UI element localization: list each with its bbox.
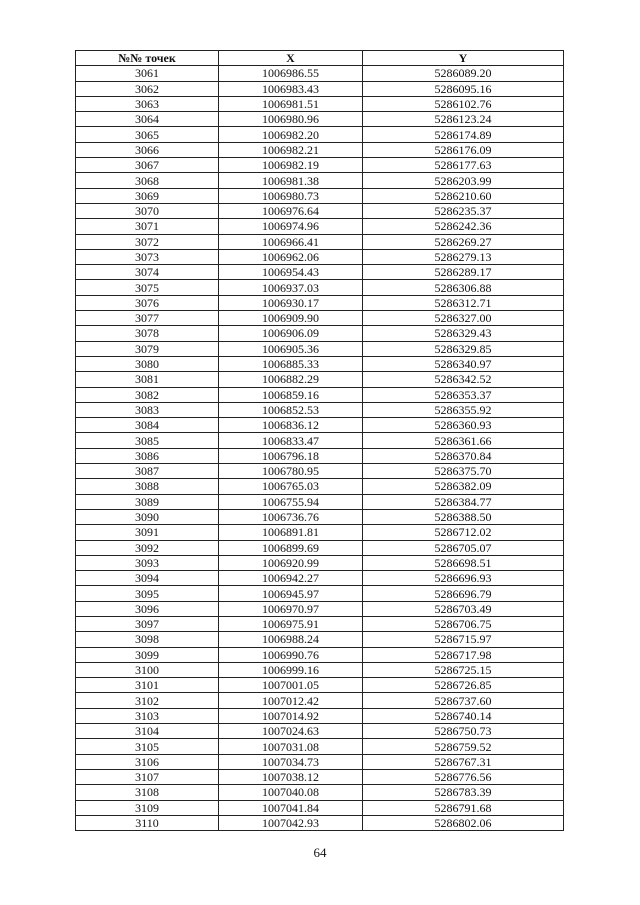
- cell-x: 1006982.21: [219, 142, 363, 157]
- table-row: [76, 540, 564, 555]
- table-row: [76, 586, 564, 601]
- cell-point-number: 3080: [76, 356, 219, 371]
- cell-y: 5286235.37: [363, 203, 564, 218]
- cell-y: 5286706.75: [363, 616, 564, 631]
- cell-y: 5286361.66: [363, 433, 564, 448]
- cell-x: 1006982.19: [219, 158, 363, 173]
- cell-y: 5286725.15: [363, 662, 564, 677]
- table-row: [76, 693, 564, 708]
- table-row: [76, 356, 564, 371]
- cell-point-number: 3069: [76, 188, 219, 203]
- cell-x: 1006981.38: [219, 173, 363, 188]
- table-body: [76, 66, 564, 831]
- table-row: [76, 372, 564, 387]
- coordinates-table: [75, 50, 564, 831]
- table-row: [76, 678, 564, 693]
- cell-y: 5286102.76: [363, 96, 564, 111]
- cell-x: 1006962.06: [219, 249, 363, 264]
- table-row: [76, 203, 564, 218]
- cell-x: 1007041.84: [219, 800, 363, 815]
- cell-x: 1007031.08: [219, 739, 363, 754]
- cell-x: 1006981.51: [219, 96, 363, 111]
- cell-x: 1007040.08: [219, 785, 363, 800]
- table-row: [76, 433, 564, 448]
- table-row: [76, 769, 564, 784]
- cell-point-number: 3105: [76, 739, 219, 754]
- table-row: [76, 601, 564, 616]
- coordinates-table-container: [75, 50, 563, 831]
- cell-point-number: 3092: [76, 540, 219, 555]
- table-row: [76, 112, 564, 127]
- cell-y: 5286095.16: [363, 81, 564, 96]
- table-row: [76, 616, 564, 631]
- table-row: [76, 387, 564, 402]
- table-row: [76, 234, 564, 249]
- table-row: [76, 188, 564, 203]
- cell-point-number: 3086: [76, 448, 219, 463]
- cell-y: 5286696.93: [363, 571, 564, 586]
- cell-y: 5286306.88: [363, 280, 564, 295]
- table-row: [76, 815, 564, 830]
- cell-y: 5286715.97: [363, 632, 564, 647]
- cell-y: 5286355.92: [363, 402, 564, 417]
- table-row: [76, 479, 564, 494]
- cell-x: 1006986.55: [219, 66, 363, 81]
- table-row: [76, 571, 564, 586]
- cell-y: 5286176.09: [363, 142, 564, 157]
- cell-x: 1007024.63: [219, 724, 363, 739]
- cell-x: 1006974.96: [219, 219, 363, 234]
- table-row: [76, 800, 564, 815]
- table-row: [76, 96, 564, 111]
- cell-point-number: 3090: [76, 509, 219, 524]
- cell-x: 1006980.96: [219, 112, 363, 127]
- cell-point-number: 3061: [76, 66, 219, 81]
- cell-point-number: 3096: [76, 601, 219, 616]
- cell-x: 1006859.16: [219, 387, 363, 402]
- table-row: [76, 494, 564, 509]
- table-row: [76, 647, 564, 662]
- cell-x: 1007038.12: [219, 769, 363, 784]
- table-row: [76, 81, 564, 96]
- cell-point-number: 3104: [76, 724, 219, 739]
- cell-x: 1006983.43: [219, 81, 363, 96]
- table-row: [76, 448, 564, 463]
- cell-x: 1006906.09: [219, 326, 363, 341]
- cell-point-number: 3107: [76, 769, 219, 784]
- table-row: [76, 265, 564, 280]
- cell-point-number: 3067: [76, 158, 219, 173]
- cell-point-number: 3099: [76, 647, 219, 662]
- cell-y: 5286382.09: [363, 479, 564, 494]
- cell-x: 1006882.29: [219, 372, 363, 387]
- cell-y: 5286329.43: [363, 326, 564, 341]
- cell-y: 5286329.85: [363, 341, 564, 356]
- cell-x: 1006937.03: [219, 280, 363, 295]
- header-point-number: №№ точек: [76, 51, 219, 66]
- cell-y: 5286802.06: [363, 815, 564, 830]
- cell-x: 1007014.92: [219, 708, 363, 723]
- table-row: [76, 173, 564, 188]
- table-row: [76, 662, 564, 677]
- cell-x: 1006755.94: [219, 494, 363, 509]
- page-number: 64: [313, 845, 327, 860]
- header-y: Y: [363, 51, 564, 66]
- cell-point-number: 3106: [76, 754, 219, 769]
- table-row: [76, 127, 564, 142]
- cell-point-number: 3082: [76, 387, 219, 402]
- cell-point-number: 3074: [76, 265, 219, 280]
- cell-x: 1007001.05: [219, 678, 363, 693]
- cell-x: 1006885.33: [219, 356, 363, 371]
- table-row: [76, 509, 564, 524]
- table-row: [76, 66, 564, 81]
- cell-x: 1006975.91: [219, 616, 363, 631]
- table-row: [76, 402, 564, 417]
- cell-point-number: 3109: [76, 800, 219, 815]
- cell-point-number: 3070: [76, 203, 219, 218]
- cell-y: 5286783.39: [363, 785, 564, 800]
- cell-y: 5286203.99: [363, 173, 564, 188]
- cell-y: 5286717.98: [363, 647, 564, 662]
- cell-x: 1006909.90: [219, 311, 363, 326]
- cell-point-number: 3064: [76, 112, 219, 127]
- table-row: [76, 525, 564, 540]
- cell-x: 1006899.69: [219, 540, 363, 555]
- cell-y: 5286791.68: [363, 800, 564, 815]
- cell-y: 5286327.00: [363, 311, 564, 326]
- cell-point-number: 3063: [76, 96, 219, 111]
- cell-point-number: 3065: [76, 127, 219, 142]
- cell-x: 1006990.76: [219, 647, 363, 662]
- cell-point-number: 3071: [76, 219, 219, 234]
- cell-point-number: 3076: [76, 295, 219, 310]
- cell-x: 1006954.43: [219, 265, 363, 280]
- cell-y: 5286174.89: [363, 127, 564, 142]
- cell-x: 1006942.27: [219, 571, 363, 586]
- cell-point-number: 3068: [76, 173, 219, 188]
- cell-x: 1006905.36: [219, 341, 363, 356]
- cell-y: 5286776.56: [363, 769, 564, 784]
- cell-point-number: 3078: [76, 326, 219, 341]
- header-x: X: [219, 51, 363, 66]
- cell-x: 1006852.53: [219, 402, 363, 417]
- table-row: [76, 754, 564, 769]
- cell-x: 1006930.17: [219, 295, 363, 310]
- cell-x: 1006891.81: [219, 525, 363, 540]
- cell-x: 1006980.73: [219, 188, 363, 203]
- cell-y: 5286740.14: [363, 708, 564, 723]
- cell-y: 5286360.93: [363, 418, 564, 433]
- cell-x: 1006796.18: [219, 448, 363, 463]
- cell-y: 5286388.50: [363, 509, 564, 524]
- cell-x: 1006780.95: [219, 464, 363, 479]
- cell-point-number: 3088: [76, 479, 219, 494]
- cell-x: 1006982.20: [219, 127, 363, 142]
- cell-point-number: 3085: [76, 433, 219, 448]
- cell-y: 5286289.17: [363, 265, 564, 280]
- cell-y: 5286370.84: [363, 448, 564, 463]
- cell-y: 5286089.20: [363, 66, 564, 81]
- cell-point-number: 3083: [76, 402, 219, 417]
- cell-point-number: 3098: [76, 632, 219, 647]
- cell-y: 5286726.85: [363, 678, 564, 693]
- table-row: [76, 219, 564, 234]
- cell-point-number: 3066: [76, 142, 219, 157]
- table-header-row: [76, 51, 564, 66]
- cell-x: 1006999.16: [219, 662, 363, 677]
- cell-y: 5286353.37: [363, 387, 564, 402]
- cell-x: 1006836.12: [219, 418, 363, 433]
- cell-point-number: 3073: [76, 249, 219, 264]
- cell-point-number: 3103: [76, 708, 219, 723]
- cell-x: 1006736.76: [219, 509, 363, 524]
- table-row: [76, 418, 564, 433]
- cell-point-number: 3094: [76, 571, 219, 586]
- table-row: [76, 464, 564, 479]
- cell-point-number: 3087: [76, 464, 219, 479]
- cell-x: 1006920.99: [219, 555, 363, 570]
- cell-y: 5286384.77: [363, 494, 564, 509]
- cell-x: 1006945.97: [219, 586, 363, 601]
- cell-point-number: 3093: [76, 555, 219, 570]
- cell-y: 5286242.36: [363, 219, 564, 234]
- cell-y: 5286269.27: [363, 234, 564, 249]
- cell-y: 5286767.31: [363, 754, 564, 769]
- cell-y: 5286177.63: [363, 158, 564, 173]
- cell-y: 5286698.51: [363, 555, 564, 570]
- table-row: [76, 724, 564, 739]
- cell-point-number: 3100: [76, 662, 219, 677]
- cell-point-number: 3102: [76, 693, 219, 708]
- table-row: [76, 555, 564, 570]
- table-row: [76, 280, 564, 295]
- cell-point-number: 3097: [76, 616, 219, 631]
- cell-y: 5286312.71: [363, 295, 564, 310]
- cell-y: 5286750.73: [363, 724, 564, 739]
- cell-point-number: 3072: [76, 234, 219, 249]
- cell-y: 5286375.70: [363, 464, 564, 479]
- cell-y: 5286705.07: [363, 540, 564, 555]
- cell-x: 1006966.41: [219, 234, 363, 249]
- table-row: [76, 158, 564, 173]
- table-row: [76, 295, 564, 310]
- cell-y: 5286759.52: [363, 739, 564, 754]
- cell-point-number: 3079: [76, 341, 219, 356]
- cell-y: 5286696.79: [363, 586, 564, 601]
- table-row: [76, 249, 564, 264]
- table-row: [76, 341, 564, 356]
- cell-x: 1006988.24: [219, 632, 363, 647]
- cell-point-number: 3101: [76, 678, 219, 693]
- table-row: [76, 142, 564, 157]
- cell-point-number: 3084: [76, 418, 219, 433]
- cell-point-number: 3062: [76, 81, 219, 96]
- table-row: [76, 311, 564, 326]
- cell-y: 5286703.49: [363, 601, 564, 616]
- cell-point-number: 3110: [76, 815, 219, 830]
- cell-point-number: 3091: [76, 525, 219, 540]
- cell-y: 5286342.52: [363, 372, 564, 387]
- cell-y: 5286340.97: [363, 356, 564, 371]
- cell-x: 1006833.47: [219, 433, 363, 448]
- table-row: [76, 785, 564, 800]
- table-row: [76, 739, 564, 754]
- cell-y: 5286737.60: [363, 693, 564, 708]
- cell-point-number: 3095: [76, 586, 219, 601]
- cell-y: 5286210.60: [363, 188, 564, 203]
- cell-point-number: 3081: [76, 372, 219, 387]
- cell-point-number: 3089: [76, 494, 219, 509]
- cell-point-number: 3075: [76, 280, 219, 295]
- table-row: [76, 708, 564, 723]
- cell-y: 5286712.02: [363, 525, 564, 540]
- cell-x: 1007012.42: [219, 693, 363, 708]
- table-row: [76, 326, 564, 341]
- cell-x: 1007042.93: [219, 815, 363, 830]
- cell-point-number: 3077: [76, 311, 219, 326]
- table-row: [76, 632, 564, 647]
- cell-point-number: 3108: [76, 785, 219, 800]
- cell-y: 5286123.24: [363, 112, 564, 127]
- cell-x: 1006970.97: [219, 601, 363, 616]
- cell-y: 5286279.13: [363, 249, 564, 264]
- cell-x: 1006765.03: [219, 479, 363, 494]
- cell-x: 1006976.64: [219, 203, 363, 218]
- cell-x: 1007034.73: [219, 754, 363, 769]
